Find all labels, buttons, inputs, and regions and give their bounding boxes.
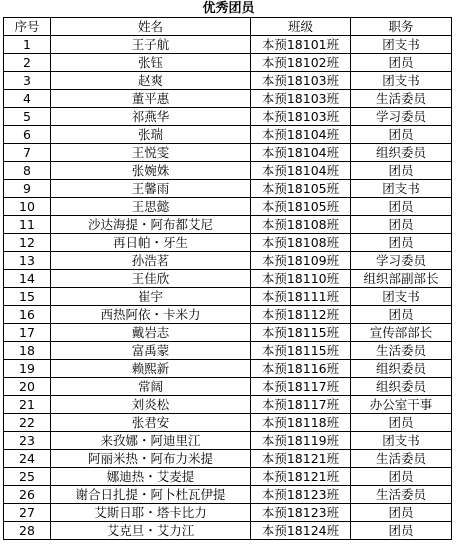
- cell-name[interactable]: 张瑞: [51, 126, 251, 144]
- header-row: [4, 18, 452, 36]
- cell-position[interactable]: 团支书: [351, 432, 452, 450]
- cell-name[interactable]: 富禹蒙: [51, 342, 251, 360]
- table-row: [4, 234, 452, 252]
- cell-class[interactable]: 本预18103班: [251, 90, 351, 108]
- cell-index[interactable]: 23: [4, 432, 51, 450]
- cell-index[interactable]: 2: [4, 54, 51, 72]
- cell-class[interactable]: 本预18117班: [251, 378, 351, 396]
- cell-class[interactable]: 本预18115班: [251, 342, 351, 360]
- cell-position[interactable]: 生活委员: [351, 342, 452, 360]
- cell-name[interactable]: 董平惠: [51, 90, 251, 108]
- table-row: [4, 36, 452, 54]
- cell-position[interactable]: 团支书: [351, 180, 452, 198]
- cell-position[interactable]: 生活委员: [351, 90, 452, 108]
- cell-class[interactable]: 本预18108班: [251, 216, 351, 234]
- table-row: [4, 180, 452, 198]
- cell-name[interactable]: 孙浩茗: [51, 252, 251, 270]
- cell-position[interactable]: 团员: [351, 198, 452, 216]
- cell-class[interactable]: 本预18102班: [251, 54, 351, 72]
- cell-name[interactable]: 常阔: [51, 378, 251, 396]
- cell-name[interactable]: 王子航: [51, 36, 251, 54]
- cell-name[interactable]: 赵爽: [51, 72, 251, 90]
- cell-name[interactable]: 王悦雯: [51, 144, 251, 162]
- cell-position[interactable]: 宣传部部长: [351, 324, 452, 342]
- header-index[interactable]: 序号: [4, 18, 51, 36]
- cell-class[interactable]: 本预18118班: [251, 414, 351, 432]
- cell-position[interactable]: 团员: [351, 234, 452, 252]
- cell-name[interactable]: 来孜娜・阿迪里江: [51, 432, 251, 450]
- cell-index[interactable]: 20: [4, 378, 51, 396]
- cell-name[interactable]: 戴岩志: [51, 324, 251, 342]
- table-row: [4, 468, 452, 486]
- cell-class[interactable]: 本预18112班: [251, 306, 351, 324]
- cell-index[interactable]: 13: [4, 252, 51, 270]
- cell-name[interactable]: 张钰: [51, 54, 251, 72]
- cell-class[interactable]: 本预18123班: [251, 486, 351, 504]
- cell-class[interactable]: 本预18105班: [251, 198, 351, 216]
- table-row: [4, 432, 452, 450]
- cell-position[interactable]: 组织部副部长: [351, 270, 452, 288]
- cell-index[interactable]: 14: [4, 270, 51, 288]
- cell-position[interactable]: 学习委员: [351, 252, 452, 270]
- cell-index[interactable]: 24: [4, 450, 51, 468]
- table-row: [4, 504, 452, 522]
- cell-index[interactable]: 10: [4, 198, 51, 216]
- cell-class[interactable]: 本预18121班: [251, 450, 351, 468]
- cell-name[interactable]: 刘炎松: [51, 396, 251, 414]
- cell-name[interactable]: 崔宇: [51, 288, 251, 306]
- table-row: [4, 54, 452, 72]
- cell-index[interactable]: 3: [4, 72, 51, 90]
- cell-index[interactable]: 5: [4, 108, 51, 126]
- cell-class[interactable]: 本预18116班: [251, 360, 351, 378]
- cell-class[interactable]: 本预18105班: [251, 180, 351, 198]
- cell-index[interactable]: 4: [4, 90, 51, 108]
- cell-class[interactable]: 本预18123班: [251, 504, 351, 522]
- cell-class[interactable]: 本预18110班: [251, 270, 351, 288]
- cell-index[interactable]: 25: [4, 468, 51, 486]
- table-row: [4, 324, 452, 342]
- cell-class[interactable]: 本预18119班: [251, 432, 351, 450]
- cell-name[interactable]: 祁燕华: [51, 108, 251, 126]
- cell-position[interactable]: 办公室干事: [351, 396, 452, 414]
- cell-position[interactable]: 团支书: [351, 36, 452, 54]
- cell-index[interactable]: 9: [4, 180, 51, 198]
- cell-class[interactable]: 本预18103班: [251, 72, 351, 90]
- cell-index[interactable]: 17: [4, 324, 51, 342]
- cell-index[interactable]: 22: [4, 414, 51, 432]
- cell-index[interactable]: 7: [4, 144, 51, 162]
- cell-name[interactable]: 艾克旦・艾力江: [51, 522, 251, 540]
- cell-position[interactable]: 团员: [351, 468, 452, 486]
- cell-class[interactable]: 本预18117班: [251, 396, 351, 414]
- cell-position[interactable]: 组织委员: [351, 378, 452, 396]
- header-position[interactable]: 职务: [351, 18, 452, 36]
- cell-index[interactable]: 11: [4, 216, 51, 234]
- cell-position[interactable]: 团支书: [351, 72, 452, 90]
- cell-class[interactable]: 本预18104班: [251, 144, 351, 162]
- table-row: [4, 450, 452, 468]
- table-row: [4, 360, 452, 378]
- cell-name[interactable]: 张婉姝: [51, 162, 251, 180]
- table-body: [4, 36, 452, 540]
- sheet-title: 优秀团员: [202, 1, 255, 16]
- table-row: [4, 90, 452, 108]
- header-name[interactable]: 姓名: [51, 18, 251, 36]
- cell-index[interactable]: 27: [4, 504, 51, 522]
- cell-name[interactable]: 王佳欣: [51, 270, 251, 288]
- cell-class[interactable]: 本预18111班: [251, 288, 351, 306]
- cell-index[interactable]: 21: [4, 396, 51, 414]
- table-row: [4, 288, 452, 306]
- table-row: [4, 486, 452, 504]
- cell-class[interactable]: 本预18115班: [251, 324, 351, 342]
- cell-name[interactable]: 张君安: [51, 414, 251, 432]
- members-table: [3, 17, 452, 540]
- table-row: [4, 216, 452, 234]
- cell-index[interactable]: 16: [4, 306, 51, 324]
- cell-class[interactable]: 本预18124班: [251, 522, 351, 540]
- cell-index[interactable]: 8: [4, 162, 51, 180]
- cell-position[interactable]: 团员: [351, 162, 452, 180]
- table-row: [4, 162, 452, 180]
- cell-position[interactable]: 团员: [351, 522, 452, 540]
- table-row: [4, 522, 452, 540]
- cell-position[interactable]: 团员: [351, 126, 452, 144]
- table-row: [4, 252, 452, 270]
- cell-index[interactable]: 1: [4, 36, 51, 54]
- cell-name[interactable]: 赖熙新: [51, 360, 251, 378]
- cell-class[interactable]: 本预18121班: [251, 468, 351, 486]
- cell-position[interactable]: 团员: [351, 216, 452, 234]
- cell-index[interactable]: 26: [4, 486, 51, 504]
- table-row: [4, 378, 452, 396]
- cell-class[interactable]: 本预18101班: [251, 36, 351, 54]
- cell-class[interactable]: 本预18104班: [251, 162, 351, 180]
- table-row: [4, 306, 452, 324]
- cell-index[interactable]: 12: [4, 234, 51, 252]
- cell-position[interactable]: 团员: [351, 414, 452, 432]
- cell-position[interactable]: 团支书: [351, 288, 452, 306]
- cell-name[interactable]: 娜迪热・艾麦提: [51, 468, 251, 486]
- cell-position[interactable]: 生活委员: [351, 450, 452, 468]
- cell-class[interactable]: 本预18104班: [251, 126, 351, 144]
- cell-name[interactable]: 沙达海提・阿布都艾尼: [51, 216, 251, 234]
- cell-position[interactable]: 团员: [351, 306, 452, 324]
- table-row: [4, 414, 452, 432]
- cell-name[interactable]: 王馨雨: [51, 180, 251, 198]
- cell-name[interactable]: 王思懿: [51, 198, 251, 216]
- cell-index[interactable]: 28: [4, 522, 51, 540]
- header-class[interactable]: 班级: [251, 18, 351, 36]
- cell-name[interactable]: 西热阿依・卡米力: [51, 306, 251, 324]
- cell-index[interactable]: 18: [4, 342, 51, 360]
- cell-position[interactable]: 组织委员: [351, 360, 452, 378]
- cell-name[interactable]: 再日帕・牙生: [51, 234, 251, 252]
- cell-index[interactable]: 19: [4, 360, 51, 378]
- cell-class[interactable]: 本预18108班: [251, 234, 351, 252]
- cell-class[interactable]: 本预18109班: [251, 252, 351, 270]
- cell-position[interactable]: 生活委员: [351, 486, 452, 504]
- table-row: [4, 396, 452, 414]
- table-row: [4, 108, 452, 126]
- table-row: [4, 144, 452, 162]
- cell-position[interactable]: 学习委员: [351, 108, 452, 126]
- cell-class[interactable]: 本预18103班: [251, 108, 351, 126]
- cell-name[interactable]: 艾斯日耶・塔卡比力: [51, 504, 251, 522]
- table-row: [4, 72, 452, 90]
- cell-name[interactable]: 谢合日扎提・阿卜杜瓦伊提: [51, 486, 251, 504]
- table-row: [4, 270, 452, 288]
- cell-name[interactable]: 阿丽米热・阿布力米提: [51, 450, 251, 468]
- cell-position[interactable]: 团员: [351, 504, 452, 522]
- table-row: [4, 342, 452, 360]
- cell-position[interactable]: 团员: [351, 54, 452, 72]
- table-row: [4, 198, 452, 216]
- cell-position[interactable]: 组织委员: [351, 144, 452, 162]
- cell-index[interactable]: 6: [4, 126, 51, 144]
- cell-index[interactable]: 15: [4, 288, 51, 306]
- table-row: [4, 126, 452, 144]
